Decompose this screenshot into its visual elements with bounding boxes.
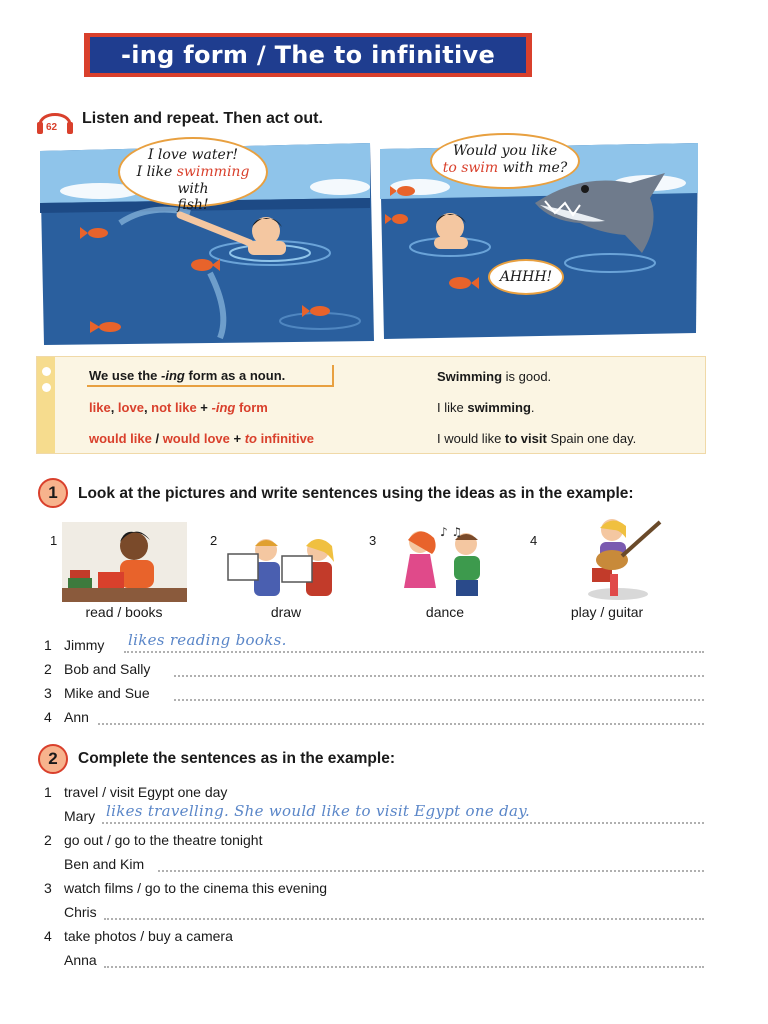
rule-text: -ing — [161, 368, 185, 383]
rule-text: like — [89, 400, 111, 415]
answer-line — [44, 902, 704, 922]
bubble-line: I love water! — [147, 147, 239, 163]
line-subject: Anna — [64, 952, 97, 968]
line-subject: Chris — [64, 904, 97, 920]
answer-line — [44, 950, 704, 970]
bubble-highlight: swimming — [176, 163, 250, 180]
rule-noun — [89, 368, 285, 383]
item-number: 1 — [44, 784, 52, 800]
prompt-row — [44, 782, 704, 802]
answer-line — [44, 802, 704, 826]
dotted-answer-field[interactable] — [124, 651, 704, 653]
comic-panel-shark — [380, 143, 698, 345]
line-number: 1 — [44, 637, 52, 653]
dotted-answer-field[interactable] — [104, 966, 704, 968]
bubble-text: with me? — [498, 159, 568, 176]
dotted-answer-field[interactable] — [102, 822, 704, 824]
example-text: Spain one day. — [546, 431, 637, 446]
example-text: is good. — [502, 369, 552, 384]
rule-text: infinitive — [256, 431, 315, 446]
picture-caption: play / guitar — [570, 604, 644, 620]
example-bold: to visit — [504, 431, 547, 446]
dotted-answer-field[interactable] — [174, 675, 704, 677]
rule-text: form — [235, 400, 268, 415]
bullet-dot — [42, 383, 51, 392]
item-number: 4 — [44, 928, 52, 944]
bubble-text: AHHH! — [499, 269, 553, 285]
grammar-strip — [37, 357, 55, 453]
picture-dancing — [392, 524, 502, 602]
rule-text: would love — [162, 431, 230, 446]
example-bold: Swimming — [437, 369, 503, 384]
line-subject: Mary — [64, 808, 96, 824]
rule-text: love — [117, 400, 144, 415]
item-number: 3 — [44, 880, 52, 896]
page-title: -ing form / The to infinitive — [120, 41, 496, 69]
item-prompt: go out / go to the theatre tonight — [64, 832, 263, 848]
example-text: I like — [437, 400, 468, 415]
answer-line — [44, 683, 704, 703]
title-banner-inner — [90, 37, 526, 73]
listen-instruction: Listen and repeat. Then act out. — [82, 110, 323, 127]
dotted-answer-field[interactable] — [98, 723, 704, 725]
line-number: 4 — [44, 709, 52, 725]
rule-text: / — [151, 431, 163, 446]
answer-line — [44, 631, 704, 655]
rule-divider — [332, 365, 334, 387]
picture-number: 3 — [369, 533, 377, 548]
item-prompt: take photos / buy a camera — [64, 928, 233, 944]
exercise-2-heading: Complete the sentences as in the example: — [78, 750, 395, 767]
exercise-1-number: 1 — [38, 478, 68, 508]
line-number: 2 — [44, 661, 52, 677]
example-visit-spain — [437, 431, 636, 446]
rule-text: would like — [89, 431, 152, 446]
speech-bubble-swim-question — [430, 133, 580, 189]
speech-bubble-love-water — [118, 137, 268, 214]
rule-text: + — [229, 431, 245, 446]
picture-caption: draw — [270, 604, 302, 620]
bubble-line: fish! — [177, 197, 209, 214]
comic-panel-swimming-boy — [40, 143, 374, 345]
prompt-row — [44, 878, 704, 898]
rule-text: form as a noun. — [184, 368, 286, 383]
handwritten-answer: likes travelling. She would like to visit Egypt one day. — [106, 802, 531, 820]
audio-track-number: 62 — [46, 122, 58, 133]
rule-text: to — [244, 431, 257, 446]
picture-caption: dance — [425, 604, 465, 620]
line-subject: Bob and Sally — [64, 661, 151, 677]
exercise-1-heading: Look at the pictures and write sentences using the ideas as in the example: — [78, 485, 634, 502]
rule-text: , — [110, 400, 118, 415]
example-bold: swimming — [467, 400, 531, 415]
dotted-answer-field[interactable] — [174, 699, 704, 701]
rule-like-love — [89, 400, 268, 415]
rule-text: not like — [151, 400, 197, 415]
dotted-answer-field[interactable] — [158, 870, 704, 872]
exercise-2-number: 2 — [38, 744, 68, 774]
bubble-line — [432, 160, 578, 177]
grammar-rule-box — [36, 356, 706, 454]
rule-text: , — [143, 400, 152, 415]
dotted-answer-field[interactable] — [104, 918, 704, 920]
rule-text: We use the — [89, 368, 162, 383]
speech-bubble-scream — [488, 259, 564, 295]
rule-would-like — [89, 431, 314, 446]
example-like-swimming — [437, 400, 535, 415]
picture-drawing — [224, 532, 348, 602]
line-subject: Ben and Kim — [64, 856, 145, 872]
bubble-line — [120, 164, 266, 198]
svg-text:♪ ♫: ♪ ♫ — [440, 525, 463, 539]
line-subject: Jimmy — [64, 637, 105, 653]
answer-line — [44, 854, 704, 874]
item-prompt: watch films / go to the cinema this evening — [64, 880, 328, 896]
rule-text: + — [196, 400, 212, 415]
picture-number: 4 — [530, 533, 538, 548]
bubble-highlight: to swim — [442, 159, 499, 176]
bullet-dot — [42, 367, 51, 376]
rule-underline — [87, 385, 333, 387]
picture-reading — [62, 522, 187, 602]
line-subject: Mike and Sue — [64, 685, 150, 701]
line-number: 3 — [44, 685, 52, 701]
handwritten-answer: likes reading books. — [128, 631, 287, 649]
bubble-text: I like — [136, 163, 177, 180]
picture-number: 1 — [50, 533, 58, 548]
example-swimming-good — [437, 369, 551, 384]
bubble-text: with — [177, 180, 209, 197]
prompt-row — [44, 926, 704, 946]
picture-number: 2 — [210, 533, 218, 548]
example-text: . — [530, 400, 535, 415]
picture-guitar — [572, 514, 664, 602]
prompt-row — [44, 830, 704, 850]
answer-line — [44, 707, 704, 727]
title-banner — [84, 33, 532, 77]
item-number: 2 — [44, 832, 52, 848]
rule-text: -ing — [211, 400, 236, 415]
bubble-line: Would you like — [452, 143, 558, 159]
line-subject: Ann — [64, 709, 89, 725]
item-prompt: travel / visit Egypt one day — [64, 784, 228, 800]
answer-line — [44, 659, 704, 679]
picture-caption: read / books — [85, 604, 163, 620]
example-text: I would like — [437, 431, 505, 446]
